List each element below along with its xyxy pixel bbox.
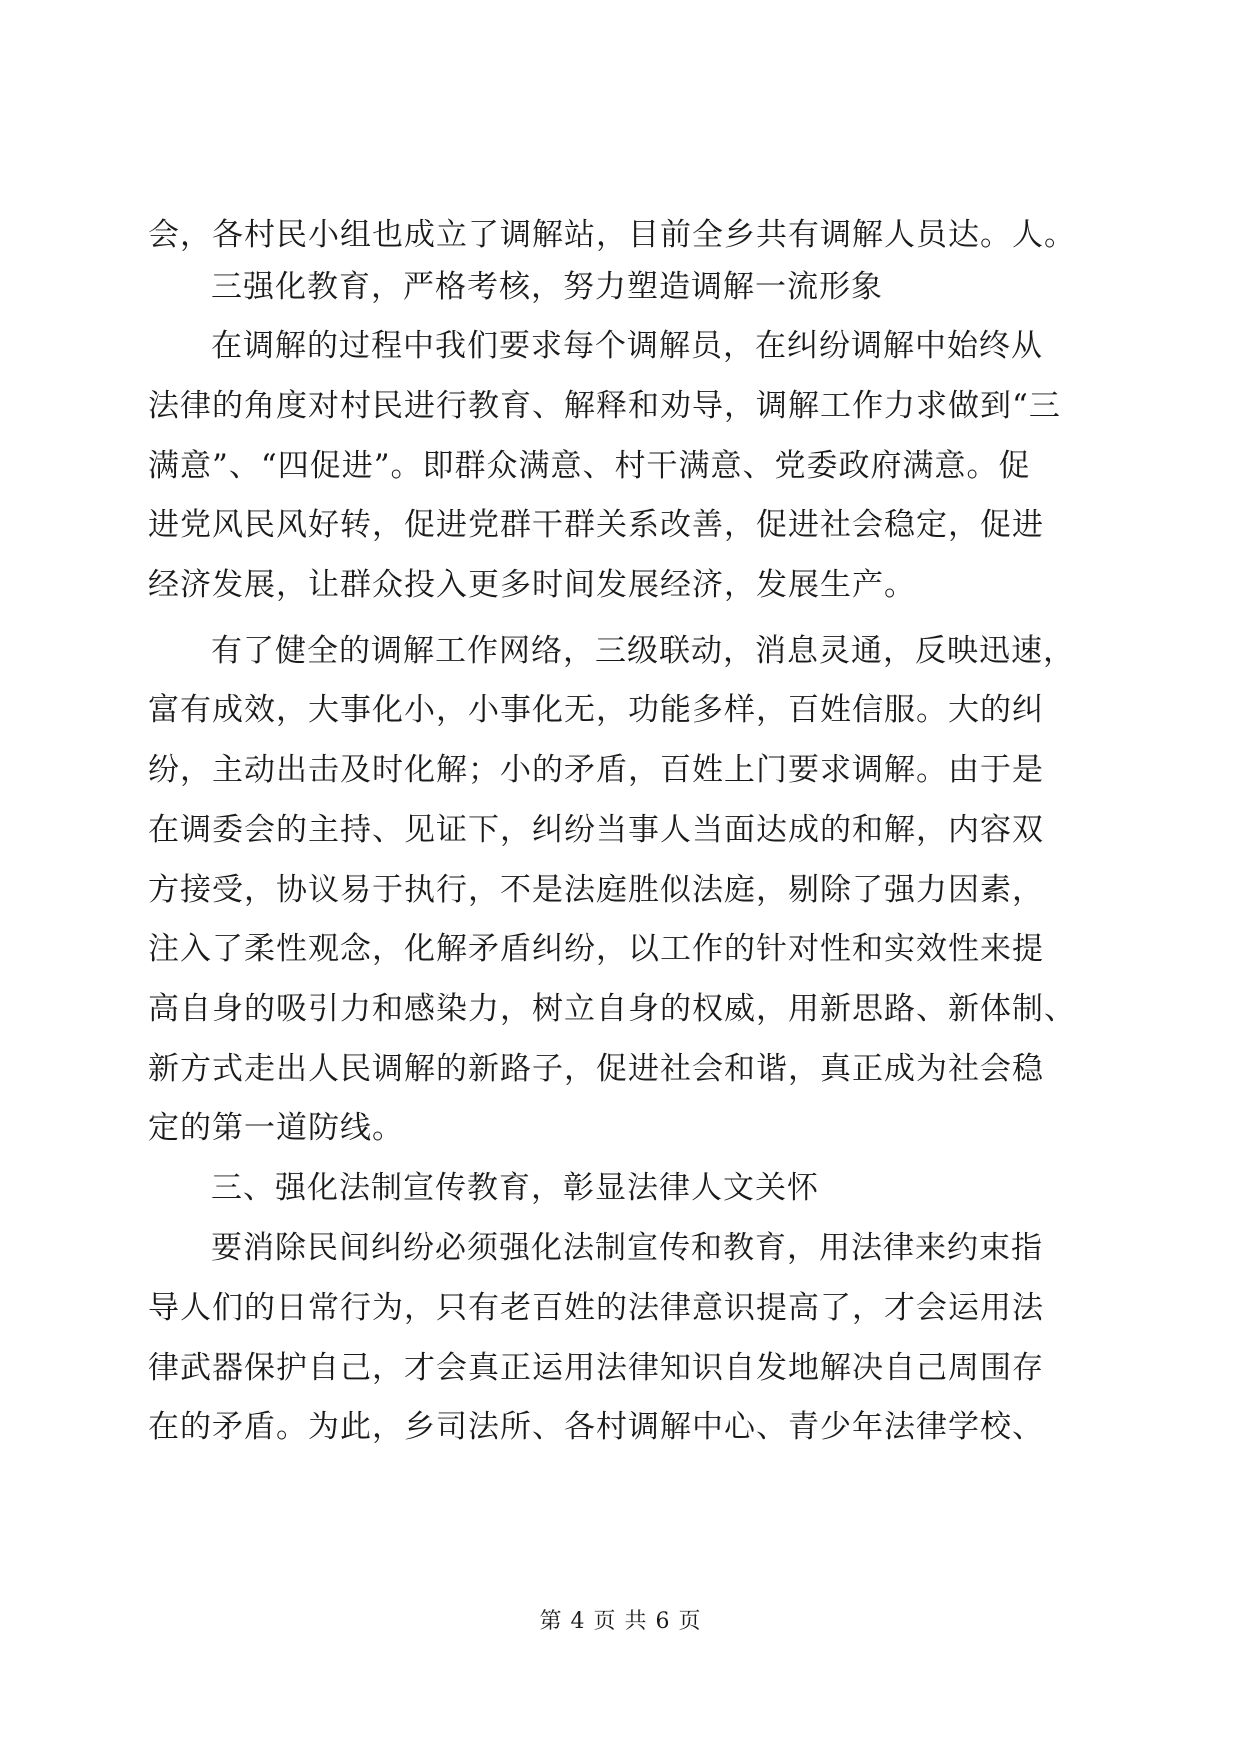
text-line: 在的矛盾。为此，乡司法所、各村调解中心、青少年法律学校、 — [148, 1409, 1044, 1445]
text-line: 高自身的吸引力和感染力，树立自身的权威，用新思路、新体制、 — [148, 991, 1076, 1027]
text-line: 在调委会的主持、见证下，纠纷当事人当面达成的和解，内容双 — [148, 812, 1044, 848]
text-line: 方接受，协议易于执行，不是法庭胜似法庭，剔除了强力因素， — [148, 872, 1044, 908]
text-line: 法律的角度对村民进行教育、解释和劝导，调解工作力求做到“三 — [148, 388, 1061, 424]
text-line: 经济发展，让群众投入更多时间发展经济，发展生产。 — [148, 567, 916, 603]
text-line: 注入了柔性观念，化解矛盾纠纷，以工作的针对性和实效性来提 — [148, 931, 1044, 967]
text-line: 定的第一道防线。 — [148, 1110, 404, 1146]
text-line: 新方式走出人民调解的新路子，促进社会和谐，真正成为社会稳 — [148, 1051, 1044, 1087]
text-line: 满意”、“四促进”。即群众满意、村干满意、党委政府满意。促 — [148, 448, 1031, 484]
text-line: 有了健全的调解工作网络，三级联动，消息灵通，反映迅速， — [211, 633, 1075, 669]
section-heading: 三、强化法制宣传教育，彰显法律人文关怀 — [211, 1170, 819, 1206]
text-line: 纷，主动出击及时化解；小的矛盾，百姓上门要求调解。由于是 — [148, 752, 1044, 788]
text-line: 要消除民间纠纷必须强化法制宣传和教育，用法律来约束指 — [211, 1230, 1043, 1266]
text-line: 律武器保护自己，才会真正运用法律知识自发地解决自己周围存 — [148, 1350, 1044, 1386]
text-line: 进党风民风好转，促进党群干群关系改善，促进社会稳定，促进 — [148, 507, 1044, 543]
text-line: 导人们的日常行为，只有老百姓的法律意识提高了，才会运用法 — [148, 1290, 1044, 1326]
text-line: 在调解的过程中我们要求每个调解员，在纠纷调解中始终从 — [211, 328, 1043, 364]
page-number-footer: 第 4 页 共 6 页 — [539, 1609, 702, 1634]
text-line: 富有成效，大事化小，小事化无，功能多样，百姓信服。大的纠 — [148, 692, 1044, 728]
text-line: 会，各村民小组也成立了调解站，目前全乡共有调解人员达。人。 — [148, 217, 1076, 253]
section-heading: 三强化教育，严格考核，努力塑造调解一流形象 — [211, 269, 883, 305]
